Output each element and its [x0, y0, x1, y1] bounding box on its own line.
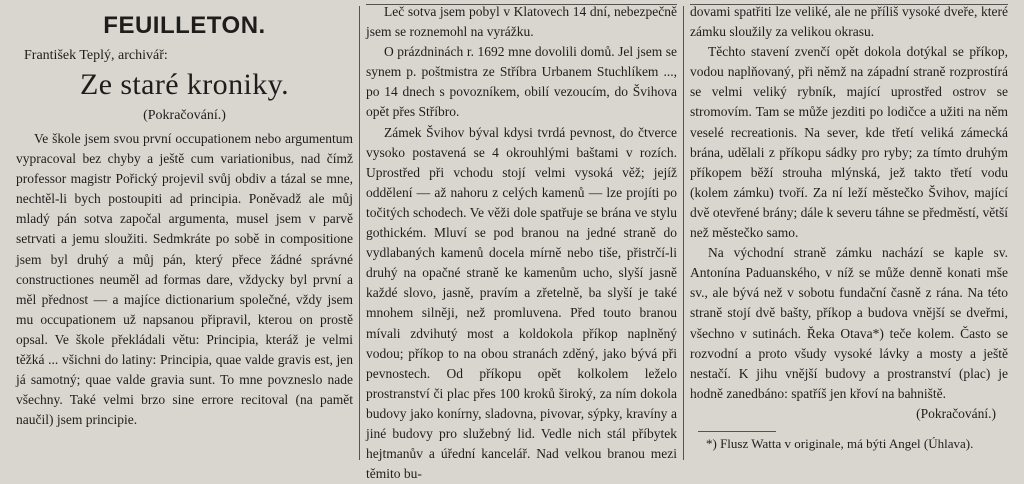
article-title: Ze staré kroniky. [80, 68, 289, 101]
author-line: František Teplý, archivář: [24, 48, 168, 63]
footnote: *) Flusz Watta v originale, má býti Angel (Úhlava). [706, 435, 974, 451]
paragraph: Zámek Švihov býval kdysi tvrdá pevnost, do čtverce vysoko postavená se 4 okrouhlými baštami v rozích. Uprostřed při vchodu stojí velmi vysoká věž; jejíž oddělení — až nahoru z celých kamenů — lze projíti po točitých schodech. Ve věži dole spatřuje se brána ve stylu gothickém. Mluví se pod branou na jedné straně do vydlabaných kamenů docela mírně nebo tiše, přistrčí-li druhý na opačné straně ke kamenům ucho, slyší jasně každé slovo, jasně, pravím a zřetelně, ba slyší je také mnohem silněji, než promluvena. Před touto branou mívali zdvihutý most a koldokola příkop naplněný vodou; příkop to na obou stranách zděný, jako bývá při pevnostech. Od příkopu opět kolkolem leželo prostranství či plac přes 100 kroků široký, za ním dokola budovy jako konírny, sladovna, pivovar, sýpky, kravíny a jiné budovy pro služebný lid. Vedle nich stál příbytek hejtmanův a úřední kancelář. Nad velkou branou mezi těmito bu- [366, 124, 677, 482]
paragraph: Na východní straně zámku nachází se kaple sv. Antonína Paduanského, v níž se může denně konati mše sv., ale bývá než v sobotu fundační časně z rána. Na této straně stojí dvě bašty, příkop a budova vnější se dveřmi, všechno v sutinách. Řeka Otava*) teče kolem. Často se rozvodní a proto všudy vysoké lávky a mosty a ještě nestačí. K jihu vnější budovy a prostranství (plac) je hodně zanedbáno: spatříš jen křoví na bahniště. [690, 245, 1008, 401]
column-3 [690, 0, 1008, 466]
column-2-text [366, 2, 677, 484]
footnote-rule [698, 431, 776, 432]
paragraph: Těchto stavení zvenčí opět dokola dotýkal se příkop, vodou naplňovaný, při němž na západní straně rozprostírá se velmi veliký rybník, mající uprostřed ostrov se stromovím. Tam se může jezditi po lodičce a užiti na něm veselé recreationis. Na sever, kde třetí veliká zámecká brána, udělali z příkopu sádky pro ryby; za tímto druhým příkopem běží strouha mlýnská, jež takto třetí vodu (kolem zámku) tvoří. Za ní leží městečko Švihov, mající dvě otevřené brány; dále k severu táhne se předměstí, větší než městečko samo. [690, 44, 1008, 241]
continuation-note: (Pokračování.) [916, 405, 996, 421]
column-2 [366, 0, 677, 482]
paragraph: dovami spatřiti lze veliké, ale ne příliš vysoké dveře, které zámku sloužily za velikou okrasu. [690, 4, 1008, 40]
column-divider [359, 6, 360, 460]
column-1-text [16, 129, 353, 430]
paragraph: Ve škole jsem svou první occupationem nebo argumentum vypracoval bez chyby a ještě cum variationibus, nad čímž professor magistr Pořický projevil svůj obdiv a tázal se mne, nechtěl-li bych postoupiti ad principia. Poněvadž ale můj mladý pán sotva započal argumenta, musel jsem v parvě setrvati a jemu sloužiti. Sedmkráte po sobě in compositione jsem byl druhý a můj pán, který přece žádné správné constructiones neuměl ad formas dare, vždycky byl první a měl přednost — a majíce dictionarium společné, vždy jsem mu occupationem už napsanou připravil, kterou on prostě opsal. Ve škole překládali větu: Principia, kteráž je velmi těžká ... všichni do latiny: Principia, quae valde gravis est, jen já samotný; quae valde gravia sunt. To mne povzneslo nade všechny. Také velmi brzo sine errore recitoval (na pamět naučil) jsem principie. [16, 131, 353, 428]
column-3-text [690, 2, 1008, 424]
column-divider [683, 6, 684, 460]
section-heading: FEUILLETON. [103, 12, 266, 39]
column-1 [16, 0, 353, 466]
paragraph: Leč sotva jsem pobyl v Klatovech 14 dní, nebezpečně jsem se roznemohl na vyrážku. [366, 4, 677, 40]
article-subtitle: (Pokračování.) [143, 108, 226, 123]
paragraph: O prázdninách r. 1692 mne dovolili domů. Jel jsem se synem p. poštmistra ze Stříbra Urbanem Stuchlíkem ..., po 14 dnech s povozníkem, obilí vezoucím, do Švihova opět přes Stříbro. [366, 44, 677, 120]
